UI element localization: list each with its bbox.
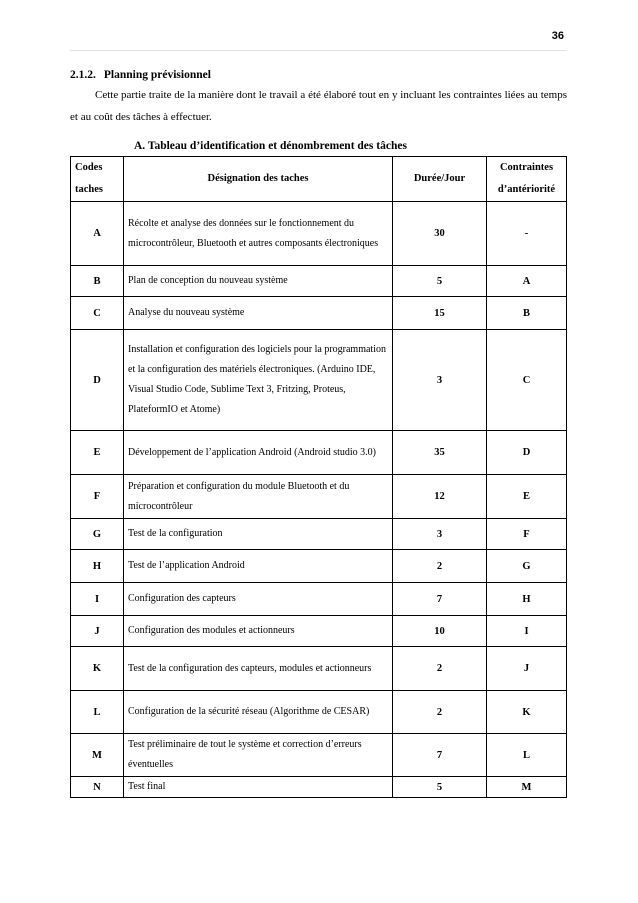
task-duration: 30: [393, 202, 487, 266]
task-code: B: [71, 266, 124, 297]
task-designation: Configuration de la sécurité réseau (Algorithme de CESAR): [124, 691, 393, 734]
table-row: [71, 734, 567, 777]
task-constraint: I: [487, 616, 567, 647]
table-row: [71, 330, 567, 431]
task-code: C: [71, 297, 124, 330]
table-row: [71, 550, 567, 583]
task-designation: Récolte et analyse des données sur le fonctionnement du microcontrôleur, Bluetooth et autres composants électroniques: [124, 202, 393, 266]
task-code: D: [71, 330, 124, 431]
header-constraint-line2: d’antériorité: [497, 184, 556, 195]
page-number: 36: [551, 30, 564, 42]
section-title: Planning prévisionnel: [103, 69, 211, 81]
task-code: I: [71, 583, 124, 616]
task-duration: 12: [393, 475, 487, 519]
task-constraint: K: [487, 691, 567, 734]
header-code-line1: Codes: [75, 162, 103, 173]
task-duration: 3: [393, 519, 487, 550]
task-designation: Configuration des modules et actionneurs: [124, 616, 393, 647]
task-duration: 2: [393, 550, 487, 583]
task-duration: 15: [393, 297, 487, 330]
task-designation: Test de la configuration des capteurs, modules et actionneurs: [124, 647, 393, 691]
task-code: M: [71, 734, 124, 777]
table-row: [71, 431, 567, 475]
task-constraint: H: [487, 583, 567, 616]
task-table: [70, 156, 567, 798]
task-duration: 3: [393, 330, 487, 431]
task-duration: 7: [393, 734, 487, 777]
header-designation: Désignation des taches: [124, 157, 393, 202]
task-designation: Développement de l’application Android (Android studio 3.0): [124, 431, 393, 475]
task-designation: Test final: [124, 777, 393, 798]
task-designation: Test de l’application Android: [124, 550, 393, 583]
task-constraint: J: [487, 647, 567, 691]
task-duration: 2: [393, 647, 487, 691]
table-row: [71, 616, 567, 647]
task-duration: 35: [393, 431, 487, 475]
task-constraint: D: [487, 431, 567, 475]
table-row: [71, 777, 567, 798]
task-constraint: L: [487, 734, 567, 777]
table-row: [71, 519, 567, 550]
task-code: H: [71, 550, 124, 583]
table-row: [71, 202, 567, 266]
table-header-row: [71, 157, 567, 202]
task-designation: Préparation et configuration du module Bluetooth et du microcontrôleur: [124, 475, 393, 519]
task-designation: Analyse du nouveau système: [124, 297, 393, 330]
task-designation: Configuration des capteurs: [124, 583, 393, 616]
table-title: A. Tableau d’identification et dénombrement des tâches: [134, 140, 407, 152]
table-row: [71, 475, 567, 519]
table-row: [71, 583, 567, 616]
section-number: 2.1.2.: [70, 69, 96, 81]
task-constraint: -: [487, 202, 567, 266]
task-code: F: [71, 475, 124, 519]
task-code: K: [71, 647, 124, 691]
section-intro: Cette partie traite de la manière dont le travail a été élaboré tout en y incluant les contraintes liées au temps et au coût des tâches à effectuer.: [70, 89, 567, 123]
table-row: [71, 647, 567, 691]
task-code: J: [71, 616, 124, 647]
header-constraint: [487, 157, 567, 202]
task-constraint: E: [487, 475, 567, 519]
task-constraint: G: [487, 550, 567, 583]
task-constraint: A: [487, 266, 567, 297]
task-constraint: M: [487, 777, 567, 798]
table-row: [71, 297, 567, 330]
header-rule: [70, 50, 567, 51]
header-code: [71, 157, 124, 202]
task-code: G: [71, 519, 124, 550]
task-constraint: F: [487, 519, 567, 550]
section-heading: [70, 69, 211, 81]
task-designation: Installation et configuration des logiciels pour la programmation et la configuration des matériels électroniques. (Arduino IDE, Visual Studio Code, Sublime Text 3, Fritzing, Proteus, PlateformIO et Atome): [124, 330, 393, 431]
header-code-line2: taches: [75, 184, 103, 195]
task-designation: Test préliminaire de tout le système et correction d’erreurs éventuelles: [124, 734, 393, 777]
task-designation: Test de la configuration: [124, 519, 393, 550]
task-code: L: [71, 691, 124, 734]
task-duration: 5: [393, 266, 487, 297]
task-constraint: B: [487, 297, 567, 330]
table-row: [71, 266, 567, 297]
task-duration: 5: [393, 777, 487, 798]
task-code: E: [71, 431, 124, 475]
task-constraint: C: [487, 330, 567, 431]
table-row: [71, 691, 567, 734]
task-duration: 10: [393, 616, 487, 647]
header-constraint-line1: Contraintes: [499, 162, 554, 173]
task-duration: 7: [393, 583, 487, 616]
header-duration: Durée/Jour: [393, 157, 487, 202]
task-designation: Plan de conception du nouveau système: [124, 266, 393, 297]
task-duration: 2: [393, 691, 487, 734]
task-code: A: [71, 202, 124, 266]
task-code: N: [71, 777, 124, 798]
